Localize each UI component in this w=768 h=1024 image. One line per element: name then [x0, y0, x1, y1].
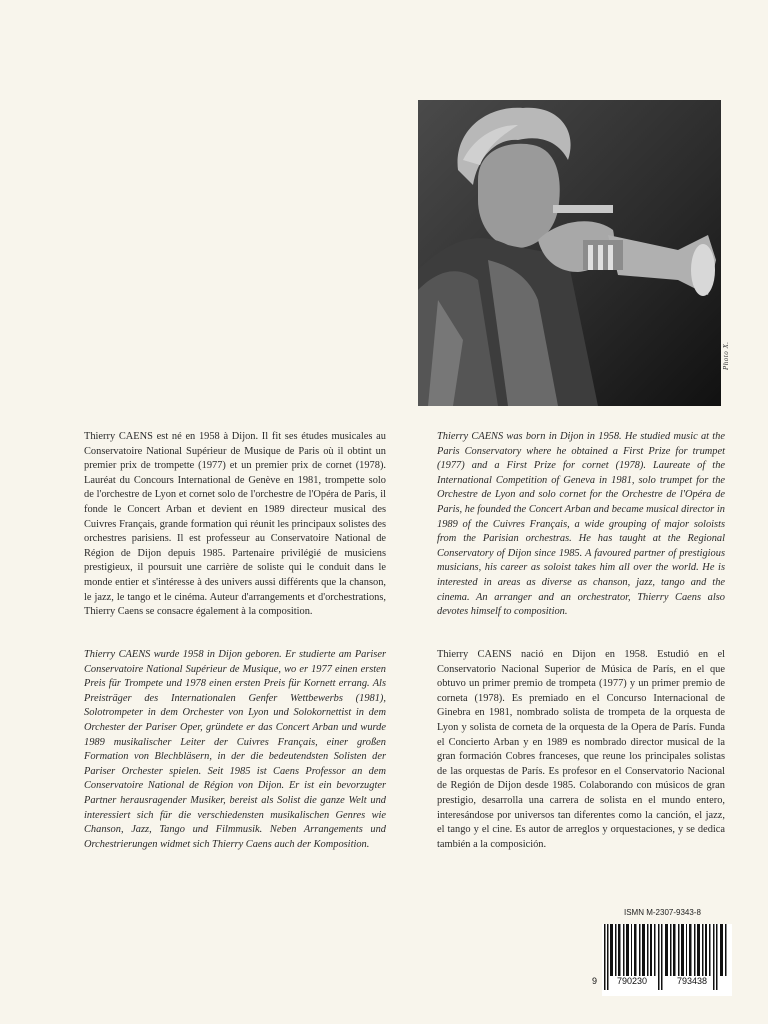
barcode-digits-left: 790230 [617, 976, 648, 986]
barcode [592, 924, 732, 996]
bio-german: Thierry CAENS wurde 1958 in Dijon geboren. Er studierte am Pariser Conservatoire National Supérieur de Musique, wo er 1977 einen ersten Preis für Trompete und 1978 einen ersten Preis für Kornett errang. Als Preisträger des Internationalen Genfer Wettbewerbs (1981), Solotrompeter in dem Orchester von Lyon und Solokornettist in dem Orchester der Pariser Oper, gründete er das Concert Arban und wurde 1989 musikalischer Leiter der Cuivres Français, einer großen Formation von Blechbläsern, in der die bedeutendsten Solisten der Pariser Orchester spielen. Seit 1985 ist Caens Professor an dem Conservatoire National de Région von Dijon. Er ist ein bevorzugter Partner herausragender Musiker, bereist als Solist die ganze Welt und interessiert sich für die verschiedensten musikalischen Genres wie Chanson, Jazz, Tango und Filmmusik. Neben Arrangements und Orchestrierungen widmet sich Thierry Caens auch der Komposition. [84, 649, 386, 850]
bio-spanish: Thierry CAENS nació en Dijon en 1958. Estudió en el Conservatorio Nacional Superior de Música de París, en el que obtuvo un primer premio de trompeta (1977) y un primer premio de corneta (1978). Es premiado en el Concurso Internacional de Ginebra en 1981, nombrado solista de trompeta de la orquesta de Lyon y solista de corneta de la orquesta de la Opera de París. Funda el Concierto Arban y en 1989 es nombrado director musical de la gran formación Cobres franceses, que reune los principales solistas de las orquestas de París. Es profesor en el Conservatorio Nacional de Región de Dijon desde 1985. Colaborando con músicos de gran prestigio, desarrolla una carrera de solista en el mundo entero, interesándose por universos tan diferentes como la canción, el jazz, el tango y el cine. Es autor de arreglos y orquestaciones, y se dedica también a la composición. [437, 649, 725, 850]
photo-credit: Photo X. [722, 341, 730, 370]
barcode-digit-first: 9 [592, 976, 598, 986]
bio-french: Thierry CAENS est né en 1958 à Dijon. Il fit ses études musicales au Conservatoire National Supérieur de Musique de Paris où il obtint un premier prix de trompette (1977) et un premier prix de cornet (1978). Lauréat du Concours International de Genève en 1981, trompette solo de l'orchestre de Lyon et cornet solo de l'orchestre de l'Opéra de Paris, il fonde le Concert Arban et devient en 1989 directeur musical des Cuivres Français, grande formation qui réunit les principaux solistes des orchestres parisiens. Il est professeur au Conservatoire National de Région de Dijon depuis 1985. Partenaire privilégié de musiciens prestigieux, il poursuit une carrière de soliste qui le conduit dans le monde entier et s'intéresse à des univers aussi différents que la chanson, le jazz, le tango et le cinéma. Auteur d'arrangements et d'orchestrations, Thierry Caens se consacre également à la composition. [84, 431, 386, 618]
bio-english: Thierry CAENS was born in Dijon in 1958. He studied music at the Paris Conservatory where he obtained a First Prize for trumpet (1977) and a First Prize for cornet (1978). Laureate of the International Competition of Geneva in 1981, solo trumpet for the Orchestre de Lyon and solo cornet for the Orchestre de l'Opéra de Paris, he founded the Concert Arban and became musical director in 1989 of the Cuivres Français, a wide grouping of major soloists from the Parisian orchestras. He has taught at the Regional Conservatory of Dijon since 1985. A favoured partner of prestigious musicians, his career as soloist takes him all over the world. He is interested in areas as diverse as chanson, jazz, tango and the cinema. An arranger and an orchestrator, Thierry Caens also devotes himself to composition. [437, 431, 725, 618]
ismn-number: ISMN M-2307-9343-8 [624, 908, 701, 917]
trumpeter-photo [418, 100, 721, 406]
barcode-digits-right: 793438 [677, 976, 708, 986]
